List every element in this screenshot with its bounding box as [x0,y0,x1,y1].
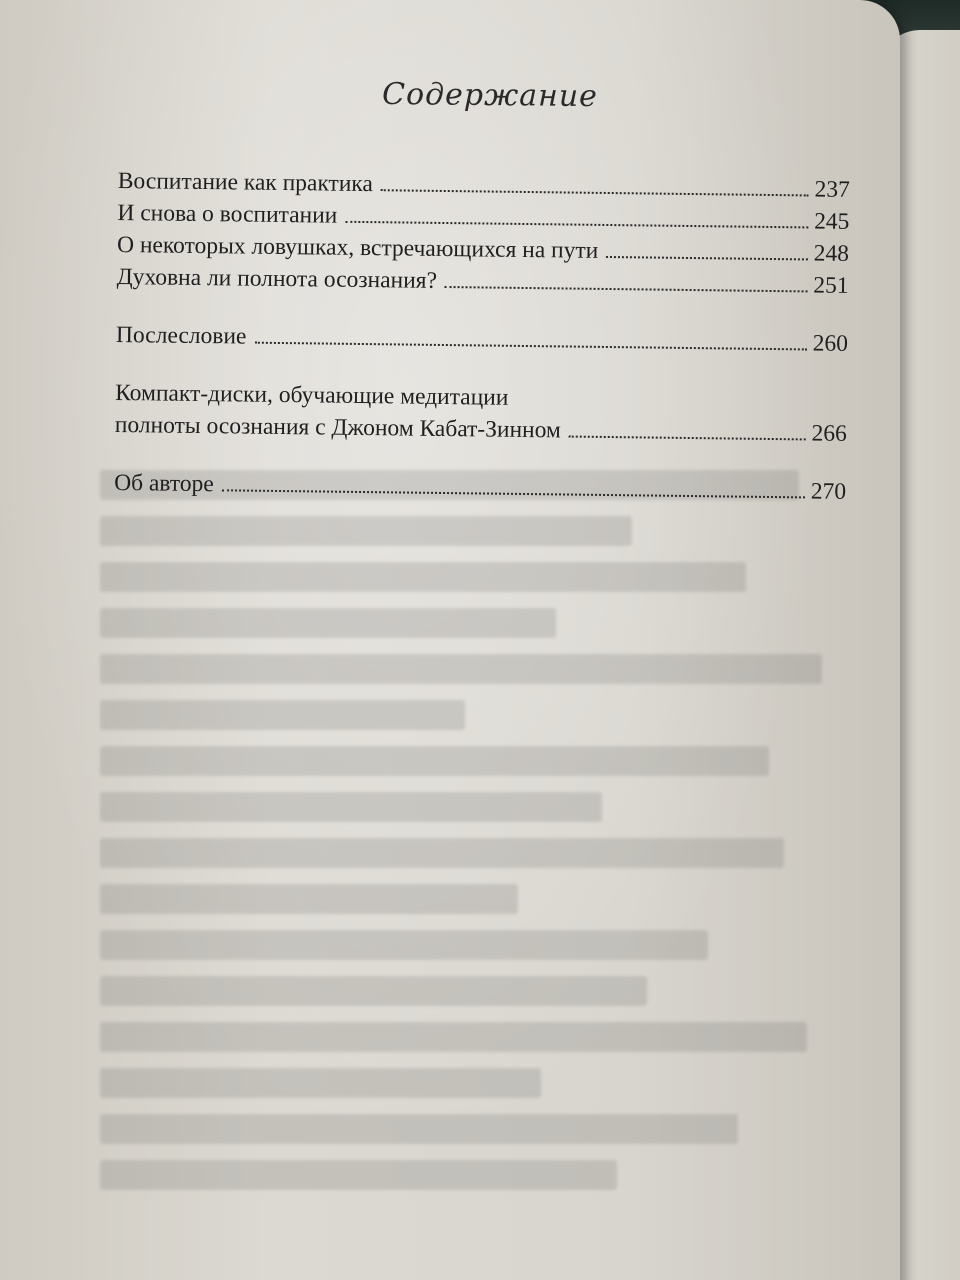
toc-entry-page: 251 [813,272,849,299]
toc-entry-title: И снова о воспитании [117,199,338,229]
toc-entry-page: 260 [812,330,849,357]
show-through-text [100,470,860,1250]
toc-entry-title: Послесловие [115,321,247,350]
dot-leader [569,436,806,441]
toc-entry-page: 248 [813,240,850,267]
toc-entry [116,322,848,363]
dot-leader [222,489,805,498]
toc-entry [114,470,846,511]
toc-entry-title-line1: Компакт-диски, обучающие медитации [115,379,509,411]
toc-entry-title: Об авторе [113,469,214,498]
dot-leader [381,189,809,196]
toc-entry-title: Духовна ли полнота осознания? [116,263,438,294]
toc-entry-page: 270 [810,478,847,505]
toc-entry-page: 266 [811,420,847,447]
toc-entry-title-line2: полноты осознания с Джоном Кабат-Зинном [114,411,562,444]
dot-leader [445,286,807,292]
toc-entry-title: О некоторых ловушках, встречающихся на пути [116,231,599,264]
dot-leader [345,221,808,229]
toc-entry-page: 245 [813,208,850,235]
toc-entry-title: Воспитание как практика [117,168,374,198]
toc-entry-page: 237 [814,176,850,203]
dot-leader [254,342,806,351]
page-title: Содержание [381,76,599,115]
dot-leader [606,256,807,260]
table-of-contents [114,168,850,511]
